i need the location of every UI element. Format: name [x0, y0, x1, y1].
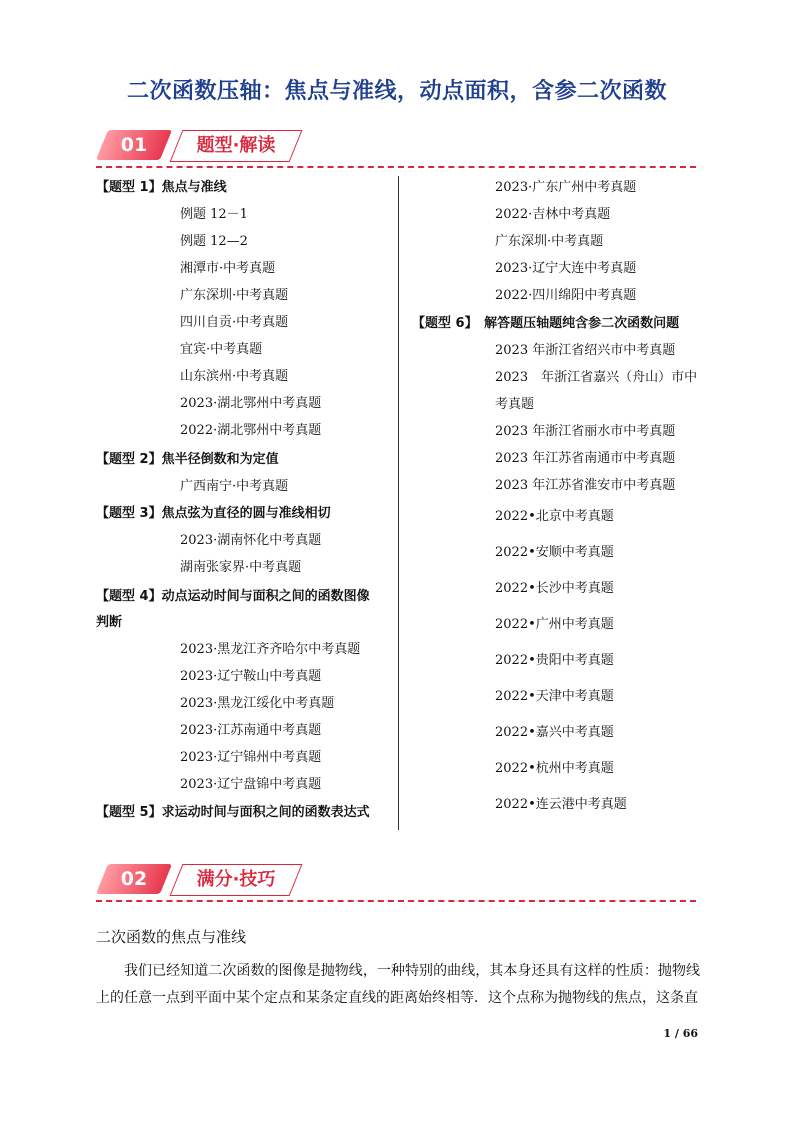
- section-divider: [96, 900, 696, 902]
- section-label: 满分·技巧: [196, 869, 276, 890]
- toc-entry[interactable]: 2022•广州中考真题: [495, 617, 614, 632]
- toc-entry[interactable]: 广西南宁·中考真题: [180, 479, 289, 494]
- toc-entry[interactable]: 2022·吉林中考真题: [495, 207, 611, 222]
- toc-entry[interactable]: 2023·辽宁盘锦中考真题: [180, 777, 322, 792]
- toc-entry[interactable]: 2022·四川绵阳中考真题: [495, 288, 637, 303]
- toc-entry[interactable]: 2023 年浙江省丽水市中考真题: [495, 424, 676, 439]
- toc-entry[interactable]: 广东深圳·中考真题: [495, 234, 604, 249]
- section-number-badge: [96, 864, 172, 894]
- toc-section-heading: 【题型 5】求运动时间与面积之间的函数表达式: [96, 805, 370, 820]
- toc-entry[interactable]: 湖南张家界·中考真题: [180, 560, 302, 575]
- toc-section-heading: 【题型 2】焦半径倒数和为定值: [96, 452, 279, 467]
- section-number: 02: [120, 868, 148, 890]
- section-number-badge: [96, 130, 172, 160]
- toc-entry[interactable]: 2023·广东广州中考真题: [495, 180, 637, 195]
- toc-entry[interactable]: 2022•贵阳中考真题: [495, 653, 614, 668]
- toc-entry[interactable]: 广东深圳·中考真题: [180, 288, 289, 303]
- toc-entry[interactable]: 2023·辽宁锦州中考真题: [180, 750, 322, 765]
- toc-entry[interactable]: 山东滨州·中考真题: [180, 369, 289, 384]
- toc-entry[interactable]: 四川自贡·中考真题: [180, 315, 289, 330]
- toc-entry[interactable]: 湘潭市·中考真题: [180, 261, 276, 276]
- toc-entry[interactable]: 2023 年浙江省绍兴市中考真题: [495, 343, 676, 358]
- section-divider: [96, 166, 696, 168]
- body-heading: 二次函数的焦点与准线: [96, 928, 247, 946]
- toc-entry[interactable]: 2023·黑龙江绥化中考真题: [180, 696, 335, 711]
- toc-entry[interactable]: 2023 年浙江省嘉兴（舟山）市中: [495, 370, 698, 385]
- page-number: 1 / 66: [663, 1027, 698, 1040]
- toc-entry[interactable]: 2022•连云港中考真题: [495, 797, 627, 812]
- toc-entry[interactable]: 2022•天津中考真题: [495, 689, 614, 704]
- toc-entry[interactable]: 2023·黑龙江齐齐哈尔中考真题: [180, 642, 361, 657]
- section-header-2: [96, 860, 696, 904]
- toc-entry[interactable]: 2023·湖北鄂州中考真题: [180, 396, 322, 411]
- document-title: 二次函数压轴：焦点与准线，动点面积，含参二次函数: [126, 79, 667, 104]
- toc-section-heading: 【题型 3】焦点弦为直径的圆与准线相切: [96, 506, 331, 521]
- toc-section-heading: 【题型 4】动点运动时间与面积之间的函数图像: [96, 589, 370, 604]
- toc-entry[interactable]: 宜宾·中考真题: [180, 342, 263, 357]
- toc-entry[interactable]: 2022·湖北鄂州中考真题: [180, 423, 322, 438]
- toc-entry[interactable]: 2022•杭州中考真题: [495, 761, 614, 776]
- toc-entry[interactable]: 考真题: [495, 397, 535, 412]
- toc-section-heading: 【题型 6】 解答题压轴题纯含参二次函数问题: [412, 316, 680, 331]
- toc-entry[interactable]: 2023·辽宁鞍山中考真题: [180, 669, 322, 684]
- toc-entry[interactable]: 2022•长沙中考真题: [495, 581, 614, 596]
- toc-entry[interactable]: 2023·辽宁大连中考真题: [495, 261, 637, 276]
- section-label: 题型·解读: [196, 135, 276, 156]
- column-divider: [398, 176, 399, 830]
- toc-entry[interactable]: 2022•北京中考真题: [495, 509, 614, 524]
- section-header-1: [96, 126, 696, 170]
- body-paragraph: 我们已经知道二次函数的图像是抛物线，一种特别的曲线，其本身还具有这样的性质：抛物线上的任意一点到平面中某个定点和某条定直线的距离始终相等．这个点称为抛物线的焦点，这条直: [96, 963, 700, 1006]
- toc-entry[interactable]: 2023 年江苏省淮安市中考真题: [495, 478, 676, 493]
- toc-entry[interactable]: 2023·湖南怀化中考真题: [180, 533, 322, 548]
- toc-section-heading: 判断: [96, 615, 123, 630]
- toc-entry[interactable]: 2023 年江苏省南通市中考真题: [495, 451, 676, 466]
- toc-entry[interactable]: 2022•安顺中考真题: [495, 545, 614, 560]
- toc-entry[interactable]: 例题 12－1: [180, 207, 248, 222]
- section-label-box: [170, 130, 303, 162]
- section-label-box: [170, 864, 303, 896]
- toc-entry[interactable]: 2023·江苏南通中考真题: [180, 723, 322, 738]
- section-number: 01: [120, 134, 148, 156]
- toc-section-heading: 【题型 1】焦点与准线: [96, 180, 227, 195]
- toc-entry[interactable]: 例题 12—2: [180, 234, 248, 249]
- toc-entry[interactable]: 2022•嘉兴中考真题: [495, 725, 614, 740]
